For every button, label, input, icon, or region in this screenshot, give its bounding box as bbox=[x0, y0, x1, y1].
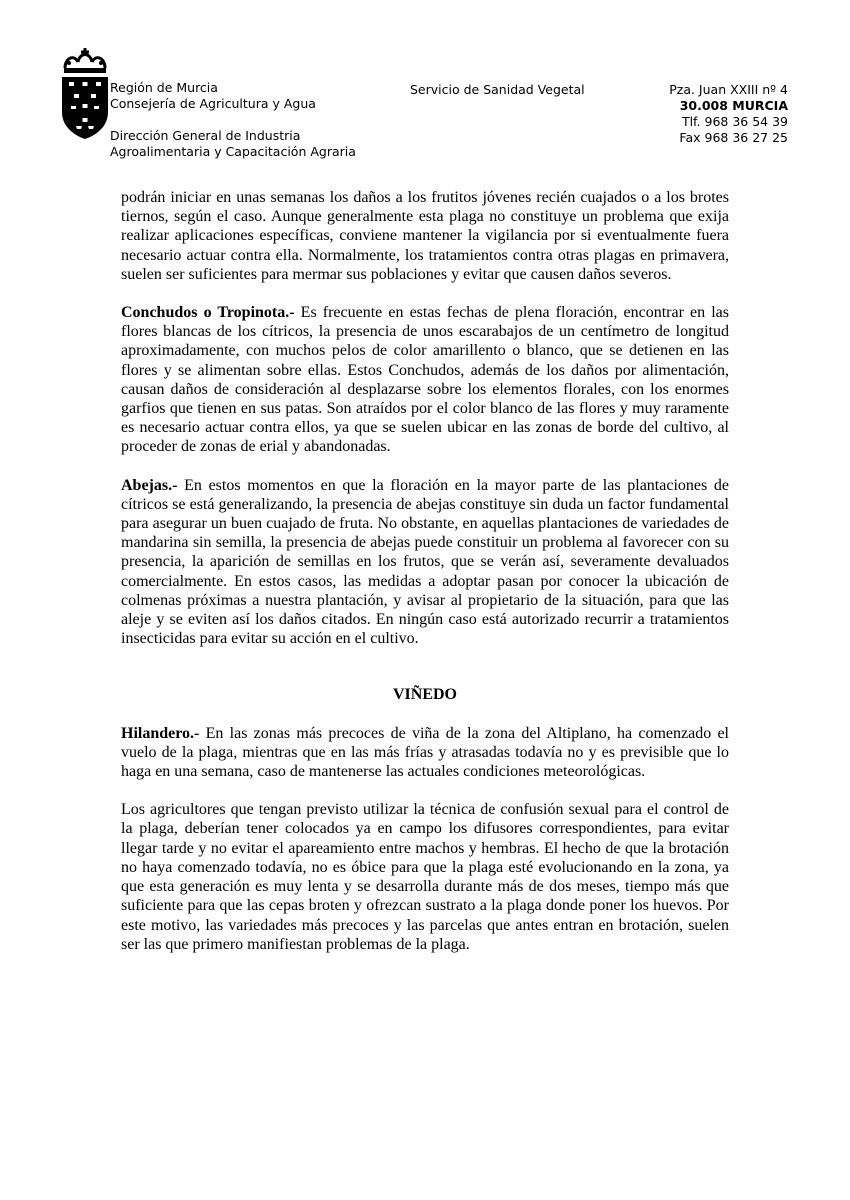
header-agency-block bbox=[110, 80, 356, 160]
direccion-line-2: Agroalimentaria y Capacitación Agraria bbox=[110, 144, 356, 159]
hilandero-text: En las zonas más precoces de viña de la zona del Altiplano, ha comenzado el vuelo de la plaga, mientras que en las más frías y atrasadas todavía no y es previsible que lo haga en una semana, caso de mantenerse las actuales condiciones meteorológicas. bbox=[121, 724, 729, 781]
conchudos-text: Es frecuente en estas fechas de plena floración, encontrar en las flores blancas de los cítricos, la presencia de unos escarabajos de un centímetro de longitud aproximadamente, con muchos pelos de color amarillento o blanco, que se detienen en las flores y se alimentan sobre ellas. Estos Conchudos, además de los daños por alimentación, causan daños de consideración al desplazarse sobre los elementos florales, con los enormes garfios que tienen en sus patas. Son atraídos por el color blanco de las flores y muy raramente es necesario actuar contra ellos, ya que se suelen ubicar en las zonas de borde del cultivo, al proceder de zonas de erial y abandonadas. bbox=[121, 304, 729, 456]
header-address-block bbox=[669, 82, 788, 146]
street-address: Pza. Juan XXIII nº 4 bbox=[669, 82, 788, 97]
fax-number: Fax 968 36 27 25 bbox=[679, 130, 788, 145]
conchudos-paragraph bbox=[121, 303, 729, 457]
hilandero-paragraph bbox=[121, 724, 729, 782]
region-murcia-coat-of-arms-icon bbox=[60, 48, 110, 140]
service-name: Servicio de Sanidad Vegetal bbox=[410, 82, 585, 97]
abejas-title: Abejas.- bbox=[121, 476, 178, 494]
document-body bbox=[121, 188, 729, 973]
phone-number: Tlf. 968 36 54 39 bbox=[681, 114, 788, 129]
intro-paragraph: podrán iniciar en unas semanas los daños a los frutitos jóvenes recién cuajados o a los brotes tiernos, según el caso. Aunque generalmente esta plaga no constituye un problema que exija realizar aplicaciones específicas, conviene mantener la vigilancia por si eventualmente fuera necesario actuar contra ella. Normalmente, los tratamientos contra otras plagas en primavera, suelen ser suficientes para mermar sus poblaciones y evitar que causen daños severos. bbox=[121, 189, 729, 283]
abejas-paragraph bbox=[121, 476, 729, 649]
postal-city: 30.008 MURCIA bbox=[679, 98, 788, 113]
final-paragraph: Los agricultores que tengan previsto utilizar la técnica de confusión sexual para el control de la plaga, deberían tener colocados ya en campo los difusores correspondientes, para evitar llegar tarde y no evitar el apareamiento entre machos y hembras. El hecho de que la brotación no haya comenzado todavía, no es óbice para que la plaga esté evolucionando en la zona, ya que esta generación es muy lenta y se desarrolla durante más de dos meses, tiempo más que suficiente para que las cepas broten y ofrezcan sustrato a la plaga donde poner los huevos. Por este motivo, las variedades más precoces y las parcelas que antes entran en brotación, suelen ser las que primero manifiestan problemas de la plaga. bbox=[121, 801, 729, 953]
conchudos-title: Conchudos o Tropinota.- bbox=[121, 304, 295, 322]
consejeria-name: Consejería de Agricultura y Agua bbox=[110, 96, 316, 111]
letterhead bbox=[0, 0, 850, 175]
section-heading-vinedo: VIÑEDO bbox=[392, 686, 457, 704]
hilandero-title: Hilandero.- bbox=[121, 724, 200, 742]
region-name: Región de Murcia bbox=[110, 80, 218, 95]
abejas-text: En estos momentos en que la floración en la mayor parte de las plantaciones de cítricos se está generalizando, la presencia de abejas constituye sin duda un factor fundamental para asegurar un buen cuajado de fruta. No obstante, en aquellas plantaciones de variedades de mandarina sin semilla, la presencia de abejas puede constituir un problema al favorecer con su presencia, la aparición de semillas en los frutos, que se verán así, severamente devaluados comercialmente. En estos casos, las medidas a adoptar pasan por conocer la ubicación de colmenas próximas a nuestra plantación, y avisar al propietario de la situación, para que las aleje y se eviten así los daños citados. En ningún caso está autorizado recurrir a tratamientos insecticidas para evitar su acción en el cultivo. bbox=[121, 476, 729, 648]
direccion-line-1: Dirección General de Industria bbox=[110, 128, 301, 143]
